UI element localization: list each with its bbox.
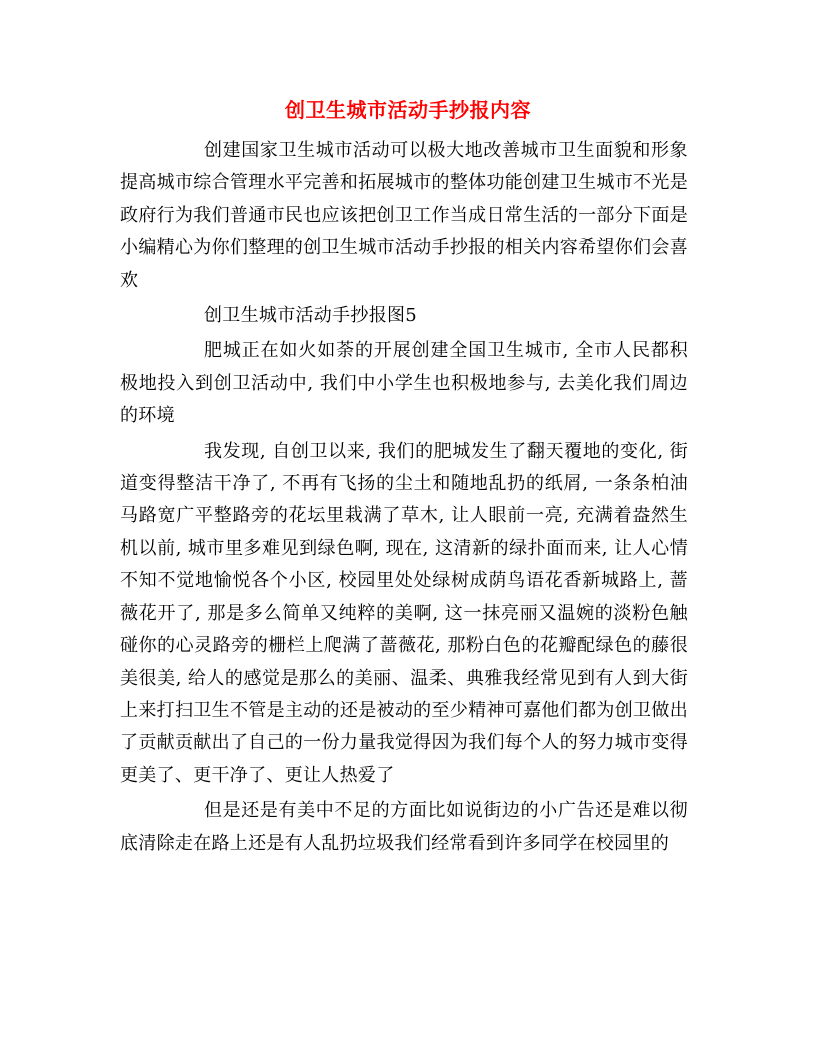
paragraph-changes: 我发现, 自创卫以来, 我们的肥城发生了翻天覆地的变化, 街道变得整洁干净了, 不再有飞扬的尘土和随地乱扔的纸屑, 一条条柏油马路宽广平整路旁的花坛里栽满了草木, 让人眼前一亮, 充满着盎然生机以前, 城市里多难见到绿色啊, 现在, 这清新的绿扑面而来, 让人心情不知不觉地愉悦各个小区, 校园里处处绿树成荫鸟语花香新城路上, 蔷薇花开了, 那是多么简单又纯粹的美啊, 这一抹亮丽又温婉的淡粉色触碰你的心灵路旁的栅栏上爬满了蔷薇花, 那粉白色的花瓣配绿色的藤很美很美, 给人的感觉是那么的美丽、温柔、典雅我经常见到有人到大街上来打扫卫生不管是主动的还是被动的至少精神可嘉他们都为创卫做出了贡献贡献出了自己的一份力量我觉得因为我们每个人的努力城市变得更美了、更干净了、更让人热爱了 <box>120 440 688 786</box>
paragraph-feicheng: 肥城正在如火如荼的开展创建全国卫生城市, 全市人民都积极地投入到创卫活动中, 我们中小学生也积极地参与, 去美化我们周边的环境 <box>120 340 688 427</box>
document-body <box>120 135 688 863</box>
paragraph-caption: 创卫生城市活动手抄报图5 <box>204 305 418 327</box>
paragraph-shortcomings: 但是还是有美中不足的方面比如说街边的小广告还是难以彻底清除走在路上还是有人乱扔垃圾我们经常看到许多同学在校园里的 <box>120 800 688 854</box>
paragraph-intro: 创建国家卫生城市活动可以极大地改善城市卫生面貌和形象提高城市综合管理水平完善和拓展城市的整体功能创建卫生城市不光是政府行为我们普通市民也应该把创卫工作当成日常生活的一部分下面是小编精心为你们整理的创卫生城市活动手抄报的相关内容希望你们会喜欢 <box>120 140 688 291</box>
document-title: 创卫生城市活动手抄报内容 <box>285 98 531 122</box>
